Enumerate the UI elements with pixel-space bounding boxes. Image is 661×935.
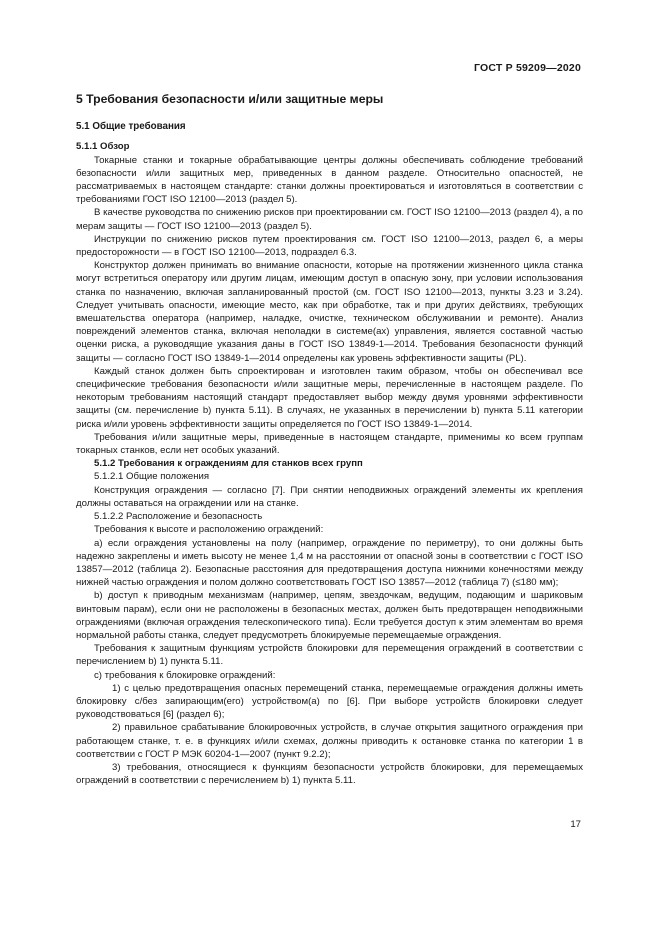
list-item: c) требования к блокировке ограждений: xyxy=(94,669,276,681)
list-subitem: 3) требования, относящиеся к функциям безопасности устройств блокировки, для перемещаемых ограждений в соответствии с перечислением b) 1) пункта 5.11. xyxy=(76,761,583,787)
paragraph: Инструкции по снижению рисков путем проектирования см. ГОСТ ISO 12100—2013, раздел 6, а меры предосторожности — в ГОСТ ISO 12100—2013, подраздел 6.3. xyxy=(76,233,583,259)
subsubsection-title: 5.1.2 Требования к ограждениям для станков всех групп xyxy=(94,458,363,470)
paragraph: Конструктор должен принимать во внимание опасности, которые на протяжении жизненного цикла станка могут встретиться оператору или другим лицам, имеющим доступ в опасную зону, при условии использования станка по назначению, включая запланированный простой (см. ГОСТ ISO 12100—2013, пункты 3.23 и 3.24). Следует учитывать опасности, имеющие место, как при обработке, так и при других действиях, требующих вмешательства оператора (например, наладке, очистке, техническом обслуживании и ремонте). Анализ повреждений элементов станка, включая неполадки в системе(ах) управления, является составной частью оценки риска, а руководящие указания даны в ГОСТ ISO 13849-1—2014. Требования безопасности функций защиты — согласно ГОСТ ISO 13849-1—2014 определены как уровень эффективности защиты (PL). xyxy=(76,260,583,364)
paragraph: Требования к высоте и расположению ограждений: xyxy=(94,524,324,536)
clause-heading: 5.1.2.1 Общие положения xyxy=(94,471,210,483)
subsection-title: 5.1 Общие требования xyxy=(76,121,186,133)
standard-header: ГОСТ Р 59209—2020 xyxy=(473,62,581,74)
list-item: b) доступ к приводным механизмам (например, цепям, звездочкам, ведущим, подающим и шариковым винтовым парам), если они не расположены в безопасных местах, должен быть предотвращен неподвижными ограждениями (включая ограждения телескопического типа). Если требуется доступ к этим элементам во время нормальной работы станка, следует предусмотреть блокируемые перемещаемые ограждения. xyxy=(76,590,583,641)
section-title: 5 Требования безопасности и/или защитные меры xyxy=(76,92,384,106)
paragraph: Каждый станок должен быть спроектирован и изготовлен таким образом, чтобы он обеспечивал все специфические требования безопасности и/или защитные меры, перечисленные в настоящем разделе. По некоторым требованиям настоящий стандарт предоставляет выбор между двумя уровнями эффективности защиты (см. перечисление b) пункта 5.11). В случаях, не указанных в перечислении b) пункта 5.11 категории риска и/или уровень эффективности защиты определяется по ГОСТ ISO 13849-1—2014. xyxy=(76,365,583,430)
clause-heading: 5.1.2.2 Расположение и безопасность xyxy=(94,511,263,523)
paragraph: Токарные станки и токарные обрабатывающие центры должны обеспечивать соблюдение требований безопасности и/или защитных мер, приведенных в данном разделе. Относительно опасностей, не рассматриваемых в настоящем стандарте: станки должны проектироваться и изготовляться в соответствии с требованиями ГОСТ ISO 12100—2013 (раздел 5). xyxy=(76,154,583,206)
paragraph: Конструкция ограждения — согласно [7]. При снятии неподвижных ограждений элементы их крепления должны оставаться на ограждении или на станке. xyxy=(76,484,583,509)
list-subitem: 1) с целью предотвращения опасных перемещений станка, перемещаемые ограждения должны иметь блокировку с/без запирающим(его) устройством(а) по [6]. При выборе устройств блокировки следует руководствоваться [6] (раздел 6); xyxy=(76,682,583,721)
paragraph: В качестве руководства по снижению рисков при проектировании см. ГОСТ ISO 12100—2013 (раздел 4), а по мерам защиты — ГОСТ ISO 12100—2013 (раздел 5). xyxy=(76,207,583,232)
list-item: а) если ограждения установлены на полу (например, ограждение по периметру), то они должны быть надежно закреплены и иметь высоту не менее 1,4 м на расстоянии от опасной зоны в соответствии с ГОСТ ISO 13857—2012 (таблица 2). Безопасные расстояния для предотвращения доступа нижними конечностями между нижней частью ограждения и полом должно соответствовать ГОСТ ISO 13857—2012 (таблица 7) (≤180 мм); xyxy=(76,537,583,589)
paragraph: Требования и/или защитные меры, приведенные в настоящем стандарте, применимы ко всем группам токарных станков, если нет особых указаний. xyxy=(76,431,583,457)
document-body xyxy=(76,93,583,787)
paragraph: Требования к защитным функциям устройств блокировки для перемещения ограждений в соответствии с перечислением b) 1) пункта 5.11. xyxy=(76,643,583,668)
subsubsection-title: 5.1.1 Обзор xyxy=(76,141,130,153)
page-number: 17 xyxy=(570,819,581,830)
list-subitem: 2) правильное срабатывание блокировочных устройств, в случае открытия защитного ограждения при работающем станке, т. е. в функциях и/или схемах, должны приводить к остановке станка по категории 1 в соответствии с ГОСТ Р МЭК 60204-1—2007 (пункт 9.2.2); xyxy=(76,722,583,760)
